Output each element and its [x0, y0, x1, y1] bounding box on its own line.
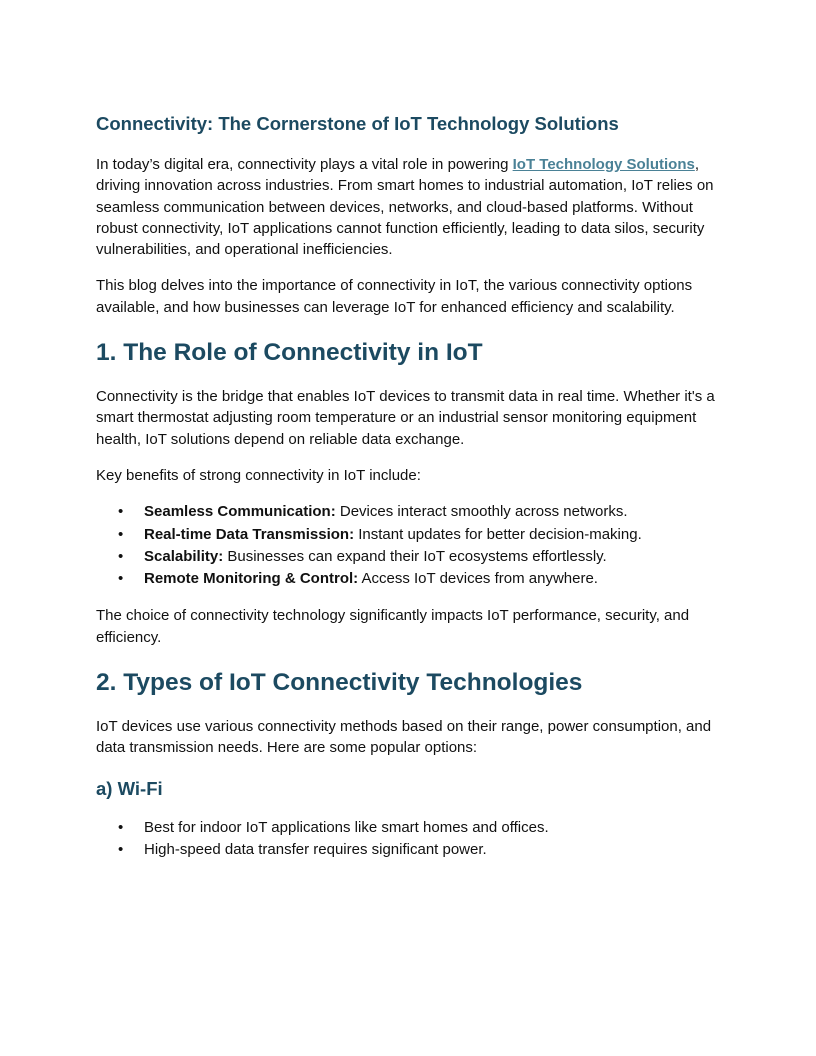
section1-heading: 1. The Role of Connectivity in IoT: [96, 339, 483, 367]
wifi-item-text: High-speed data transfer requires significant power.: [144, 840, 487, 858]
bullet-icon: •: [118, 525, 124, 543]
list-item: [96, 568, 726, 590]
benefit-description: Access IoT devices from anywhere.: [358, 570, 598, 588]
benefit-term: Remote Monitoring & Control:: [144, 570, 359, 588]
intro-text-after-link: , driving innovation across industries. From smart homes to industrial automation, IoT relies on seamless communication between devices, networks, and cloud-based platforms. Without robust connectivity, IoT applications cannot function efficiently, leading to data silos, security vulnerabilities, and operational inefficiencies.: [96, 156, 714, 259]
benefit-description: Instant updates for better decision-making.: [354, 525, 642, 543]
bullet-icon: •: [118, 547, 124, 565]
bullet-icon: •: [118, 818, 124, 836]
document-title: Connectivity: The Cornerstone of IoT Technology Solutions: [96, 113, 619, 134]
section2-heading: 2. Types of IoT Connectivity Technologies: [96, 669, 583, 697]
document-page: [96, 112, 726, 876]
benefit-term: Scalability:: [144, 547, 224, 565]
benefits-list: [96, 501, 726, 590]
benefit-term: Seamless Communication:: [144, 503, 336, 521]
bullet-icon: •: [118, 570, 124, 588]
benefit-description: Devices interact smoothly across networks.: [335, 503, 628, 521]
section1-paragraph-2: Key benefits of strong connectivity in IoT include:: [96, 466, 421, 484]
list-item: [96, 817, 726, 839]
list-item: [96, 839, 726, 861]
section1-paragraph-3: The choice of connectivity technology significantly impacts IoT performance, security, and efficiency.: [96, 607, 690, 646]
section2-paragraph-1: IoT devices use various connectivity methods based on their range, power consumption, and data transmission needs. Here are some popular options:: [96, 718, 712, 757]
benefit-description: Businesses can expand their IoT ecosystems effortlessly.: [223, 547, 607, 565]
section1-paragraph-1: Connectivity is the bridge that enables IoT devices to transmit data in real time. Whether it's a smart thermostat adjusting room temperature or an industrial sensor monitoring equipment health, IoT solutions depend on reliable data exchange.: [96, 388, 715, 448]
list-item: [96, 546, 726, 568]
iot-technology-solutions-link[interactable]: IoT Technology Solutions: [512, 156, 695, 173]
bullet-icon: •: [118, 503, 124, 521]
intro-paragraph: [96, 154, 726, 260]
list-item: [96, 501, 726, 523]
wifi-subheading: a) Wi-Fi: [96, 777, 163, 799]
bullet-icon: •: [118, 840, 124, 858]
wifi-list: [96, 817, 726, 862]
wifi-item-text: Best for indoor IoT applications like smart homes and offices.: [144, 818, 549, 836]
benefit-term: Real-time Data Transmission:: [144, 525, 355, 543]
intro-paragraph-2: This blog delves into the importance of connectivity in IoT, the various connectivity options available, and how businesses can leverage IoT for enhanced efficiency and scalability.: [96, 277, 693, 316]
list-item: [96, 524, 726, 546]
intro-text-before-link: In today’s digital era, connectivity plays a vital role in powering: [96, 156, 513, 173]
